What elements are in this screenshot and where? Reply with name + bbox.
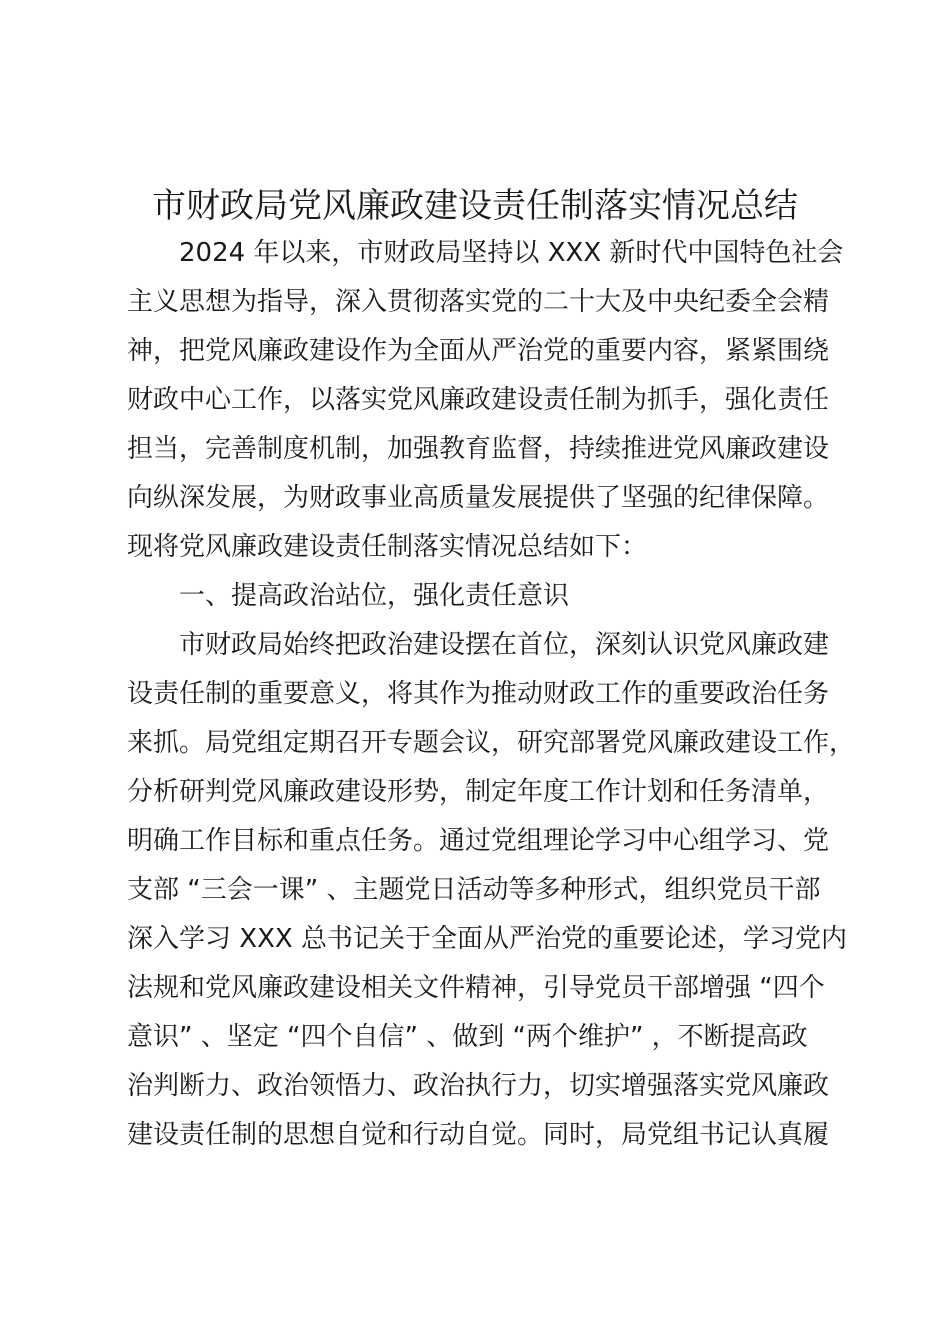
paragraph-line: 向纵深发展，为财政事业高质量发展提供了坚强的纪律保障。: [127, 483, 830, 513]
paragraph-line: 意识” 、坚定 “四个自信” 、做到 “两个维护” ，不断提高政: [127, 1022, 808, 1052]
paragraph-line: 担当，完善制度机制，加强教育监督，持续推进党风廉政建设: [127, 434, 830, 464]
paragraph-line: 现将党风廉政建设责任制落实情况总结如下：: [127, 532, 648, 562]
section-heading: 一、提高政治站位，强化责任意识: [179, 581, 570, 611]
paragraph-line: 主义思想为指导，深入贯彻落实党的二十大及中央纪委全会精: [127, 287, 830, 317]
paragraph-line: 支部 “三会一课” 、主题党日活动等多种形式，组织党员干部: [127, 875, 821, 905]
paragraph-line: 神，把党风廉政建设作为全面从严治党的重要内容，紧紧围绕: [127, 336, 830, 366]
paragraph-line: 市财政局始终把政治建设摆在首位，深刻认识党风廉政建: [179, 630, 830, 660]
paragraph-line: 法规和党风廉政建设相关文件精神，引导党员干部增强 “四个: [127, 973, 825, 1003]
paragraph-line: 建设责任制的思想自觉和行动自觉。同时，局党组书记认真履: [127, 1120, 830, 1150]
paragraph-line: 设责任制的重要意义，将其作为推动财政工作的重要政治任务: [127, 679, 830, 709]
paragraph-line: 2024 年以来，市财政局坚持以 XXX 新时代中国特色社会: [179, 238, 844, 268]
paragraph-line: 明确工作目标和重点任务。通过党组理论学习中心组学习、党: [127, 826, 830, 856]
paragraph-line: 分析研判党风廉政建设形势，制定年度工作计划和任务清单，: [127, 777, 830, 807]
paragraph-line: 深入学习 XXX 总书记关于全面从严治党的重要论述，学习党内: [127, 924, 847, 954]
paragraph-line: 治判断力、政治领悟力、政治执行力，切实增强落实党风廉政: [127, 1071, 830, 1101]
paragraph-line: 来抓。局党组定期召开专题会议，研究部署党风廉政建设工作，: [127, 728, 856, 758]
document-title: 市财政局党风廉政建设责任制落实情况总结: [152, 186, 798, 226]
document-body: [127, 229, 856, 1160]
paragraph-line: 财政中心工作，以落实党风廉政建设责任制为抓手，强化责任: [127, 385, 830, 415]
